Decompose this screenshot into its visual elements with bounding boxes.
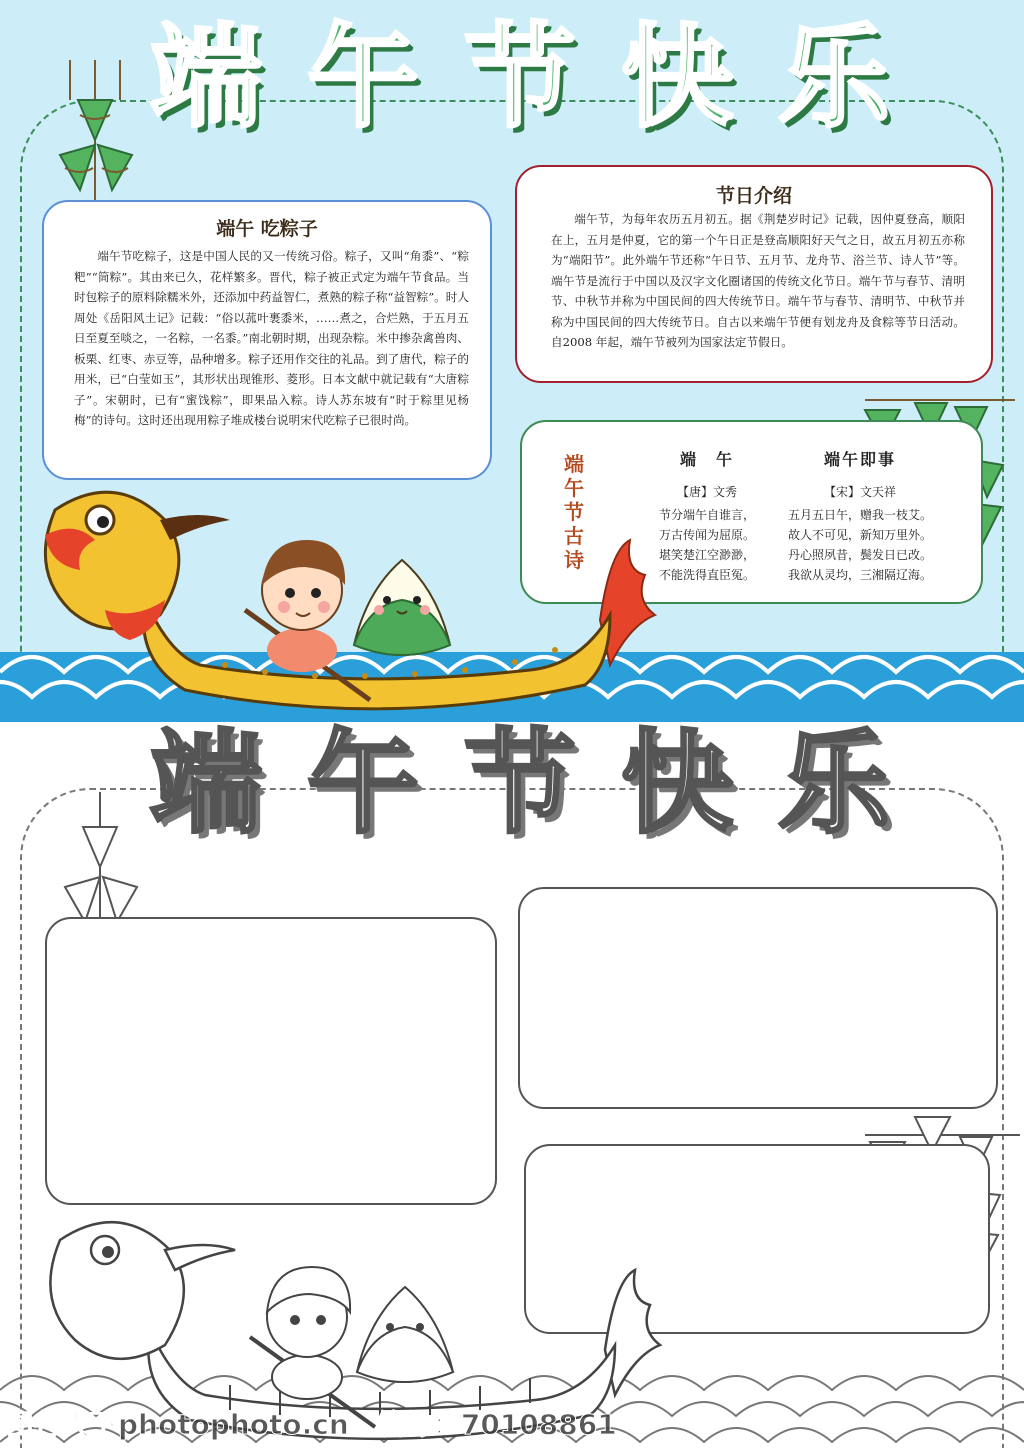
watermark: 图行天下photophoto.cn 编号：70108861 [6, 1408, 617, 1441]
poem-line: 丹心照夙昔，鬓发日已改。 [787, 548, 932, 562]
section-festival-intro [515, 165, 993, 383]
label-char: 古 [564, 524, 584, 548]
outline-poster [0, 722, 1024, 1448]
blank-box-left [45, 917, 497, 1205]
section-eat-zongzi [42, 200, 492, 480]
poem-author: 【宋】文天祥 [823, 485, 896, 499]
poem-line: 万古传闻为屈原。 [658, 528, 755, 542]
poem-line: 不能洗得直臣冤。 [658, 568, 755, 582]
section-title: 节日介绍 [715, 185, 792, 207]
title-char: 午 [307, 13, 419, 143]
section-title: 端午 吃粽子 [216, 218, 318, 240]
poem-duanwu-jishi [766, 450, 954, 585]
title-char: 午 [307, 722, 419, 849]
label-char: 节 [564, 500, 584, 524]
section-text: 端午节，为每年农历五月初五。据《荆楚岁时记》记载，因仲夏登高，顺阳在上，五月是仲夏，它的第一个午日正是登高顺阳好天气之日，故五月初五亦称为“端阳节”。此外端午节还称“午日节、五月节、龙舟节、浴兰节、诗人节”等。端午节是流行于中国以及汉字文化圈诸国的传统文化节日。端午节与春节、清明节、中秋节并称为中国民间的四大传统节日。端午节与春节、清明节、中秋节并称为中国民间的四大传统节日。自古以来端午节便有划龙舟及食粽等节日活动。自2008 年起，端午节被列为国家法定节假日。 [551, 212, 965, 349]
title-char: 节 [464, 722, 576, 849]
poem-line: 堪笑楚江空渺渺， [658, 548, 755, 562]
title-char: 乐 [778, 722, 890, 849]
title-char: 端 [150, 722, 262, 849]
title-char: 快 [621, 13, 733, 143]
color-poster [0, 0, 1024, 722]
poem-title: 端午即事 [823, 450, 896, 469]
label-char: 诗 [564, 548, 584, 572]
main-title [150, 13, 890, 143]
poem-line: 五月五日午，赠我一枝艾。 [787, 508, 932, 522]
poem-line: 我欲从灵均，三湘隔辽海。 [787, 568, 932, 582]
label-char: 午 [564, 476, 584, 500]
zongzi-mascot-icon [345, 555, 460, 665]
poem-line: 节分端午自谁言， [658, 508, 755, 522]
title-char: 乐 [778, 13, 890, 143]
main-title-outline [150, 722, 890, 849]
title-char: 节 [464, 13, 576, 143]
poem-author: 【唐】文秀 [676, 485, 737, 499]
title-char: 快 [621, 722, 733, 849]
poem-line: 故人不可见，新知万里外。 [787, 528, 932, 542]
poem-title: 端 午 [679, 450, 734, 469]
title-char: 端 [150, 13, 262, 143]
zongzi-mascot-icon [348, 1282, 463, 1392]
blank-box-right [518, 887, 998, 1109]
section-text: 端午节吃粽子，这是中国人民的又一传统习俗。粽子，又叫“角黍”、“粽粑”“筒粽”。其由来已久，花样繁多。晋代，粽子被正式定为端午节食品。当时包粽子的原料除糯米外，还添加中药益智仁，煮熟的粽子称“益智粽”。时人周处《岳阳风土记》记载：“俗以菰叶裹黍米，……煮之，合烂熟，于五月五日至夏至啖之，一名粽，一名黍。”南北朝时期，出现杂粽。米中掺杂禽兽肉、板栗、红枣、赤豆等，品种增多。粽子还用作交往的礼品。到了唐代，粽子的用米，已“白莹如玉”，其形状出现锥形、菱形。日本文献中就记载有“大唐粽子”。宋朝时，已有“蜜饯粽”，即果品入粽。诗人苏东坡有“时于粽里见杨梅”的诗句。这时还出现用粽子堆成楼台说明宋代吃粽子已很时尚。 [74, 249, 469, 427]
label-char: 端 [564, 452, 584, 476]
